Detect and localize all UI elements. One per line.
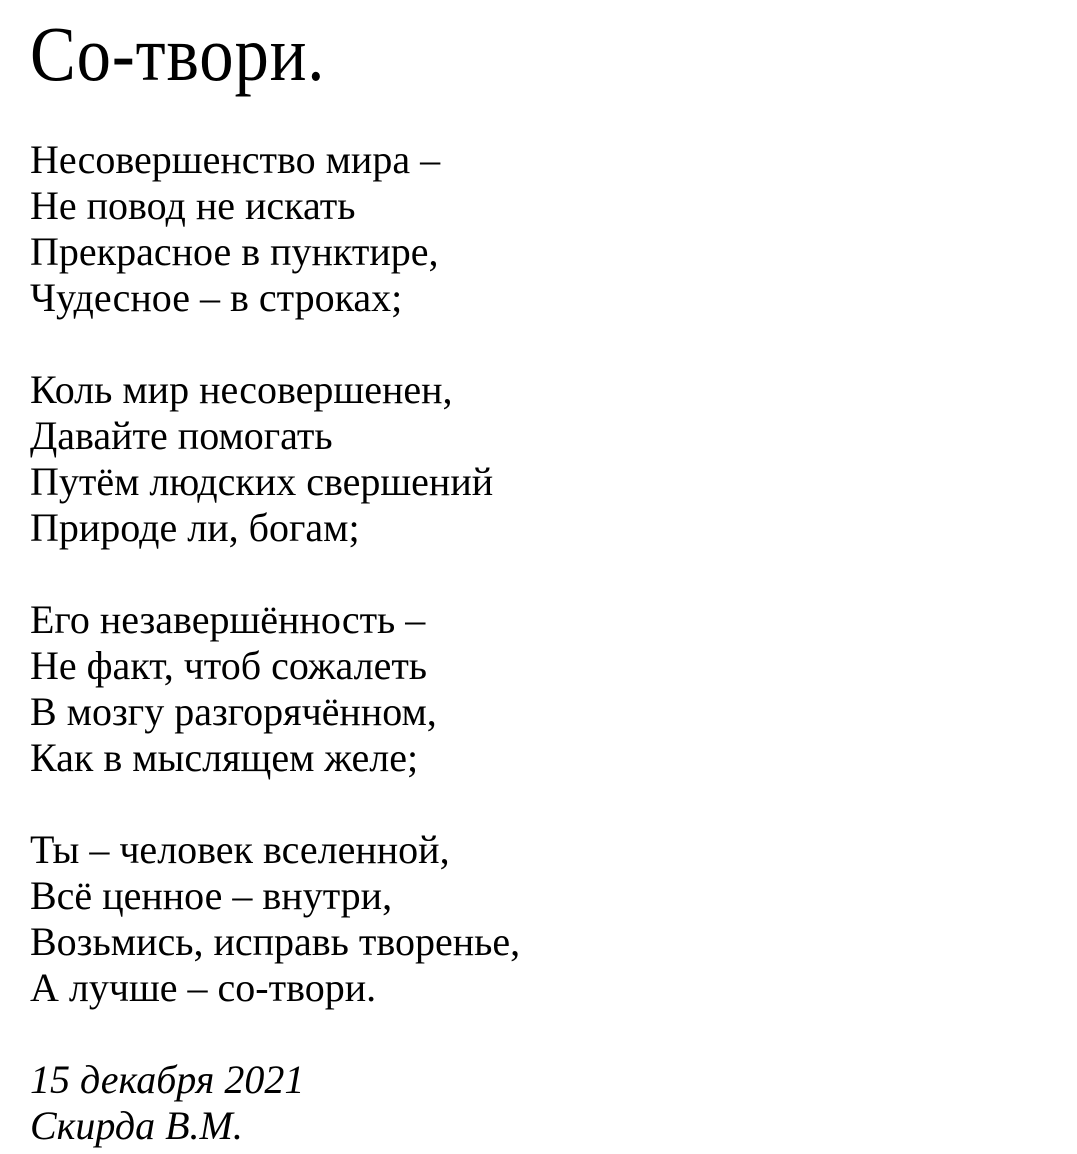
- poem-line: Прекрасное в пунктире,: [30, 229, 439, 274]
- poem-title: Со-твори.: [30, 10, 326, 97]
- poem-line: Не повод не искать: [30, 183, 356, 228]
- poem-body: [30, 137, 1050, 1149]
- poem-line: Несовершенство мира –: [30, 137, 441, 182]
- poem-line: Как в мыслящем желе;: [30, 735, 419, 780]
- stanza-4: [30, 827, 1050, 1011]
- stanza-2: [30, 367, 1050, 551]
- poem-line: Чудесное – в строках;: [30, 275, 403, 320]
- poem-line: Коль мир несовершенен,: [30, 367, 453, 412]
- poem-line: Путём людских свершений: [30, 459, 494, 504]
- signature-author: Скирда В.М.: [30, 1103, 243, 1148]
- poem-line: Природе ли, богам;: [30, 505, 360, 550]
- poem-line: Ты – человек вселенной,: [30, 827, 450, 872]
- stanza-3: [30, 597, 1050, 781]
- poem-line: В мозгу разгорячённом,: [30, 689, 437, 734]
- poem-line: Всё ценное – внутри,: [30, 873, 393, 918]
- poem-page: [30, 0, 1050, 1149]
- stanza-1: [30, 137, 1050, 321]
- signature-date: 15 декабря 2021: [30, 1057, 305, 1102]
- signature: [30, 1057, 1050, 1149]
- poem-line: Не факт, чтоб сожалеть: [30, 643, 428, 688]
- poem-line: Давайте помогать: [30, 413, 333, 458]
- poem-line: А лучше – со-твори.: [30, 965, 377, 1010]
- poem-line: Его незавершённость –: [30, 597, 426, 642]
- poem-line: Возьмись, исправь творенье,: [30, 919, 521, 964]
